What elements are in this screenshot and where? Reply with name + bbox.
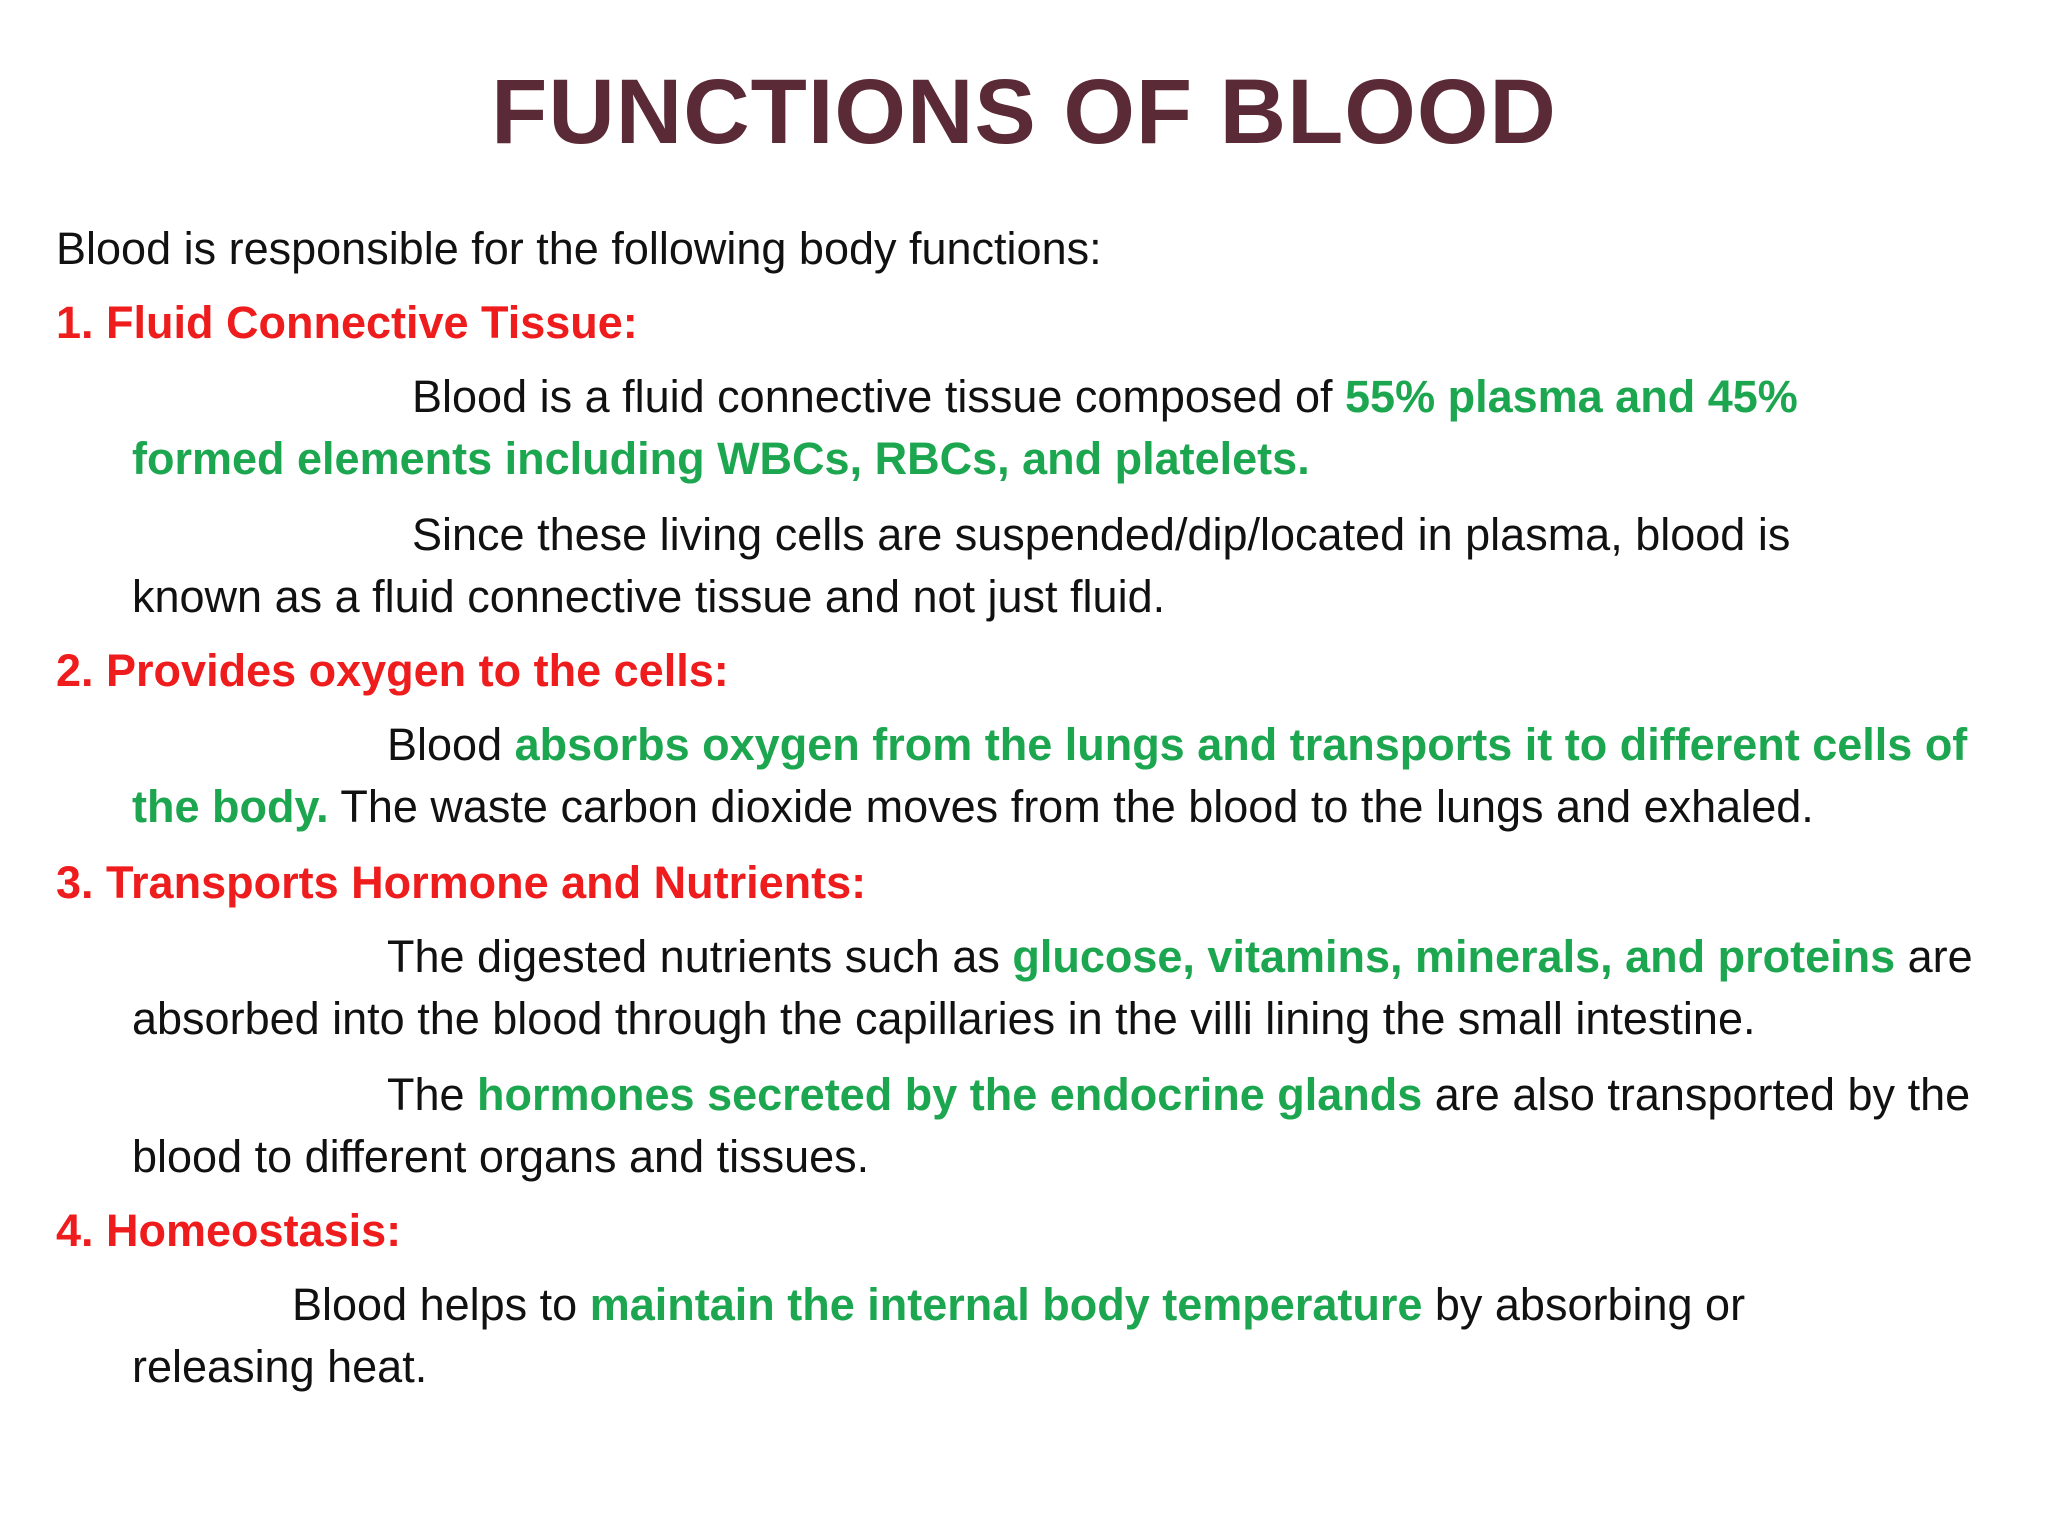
page-title: FUNCTIONS OF BLOOD [491, 61, 1557, 163]
highlight-text: glucose, vitamins, minerals, and proteins [1012, 931, 1896, 982]
body-text: Blood helps to [292, 1279, 590, 1330]
highlight-text: 55% plasma and 45% [1345, 371, 1798, 422]
section-heading-provides-oxygen: 2. Provides oxygen to the cells: [56, 645, 729, 696]
section-4-paragraph-1 [132, 1274, 2012, 1398]
paragraph-line: Since these living cells are suspended/dip/located in plasma, blood is [412, 509, 1791, 560]
body-text: are also transported by the [1422, 1069, 1971, 1120]
paragraph-line [132, 428, 2012, 490]
highlight-text: formed elements including WBCs, RBCs, and platelets. [132, 433, 1310, 484]
paragraph-line [132, 714, 2012, 776]
section-1-paragraph-1 [132, 366, 2012, 490]
body-text: The [387, 1069, 478, 1120]
body-text: The digested nutrients such as [387, 931, 1013, 982]
body-text: by absorbing or [1422, 1279, 1746, 1330]
paragraph-line [132, 366, 2012, 428]
paragraph-line: releasing heat. [132, 1341, 428, 1392]
paragraph-line: known as a fluid connective tissue and not just fluid. [132, 571, 1166, 622]
highlight-text: maintain the internal body temperature [589, 1279, 1423, 1330]
highlight-text: the body. [132, 781, 329, 832]
section-1-paragraph-2 [132, 504, 2012, 628]
section-2-paragraph-1 [132, 714, 2012, 838]
body-text: Blood is a fluid connective tissue composed of [412, 371, 1346, 422]
highlight-text: hormones secreted by the endocrine glands [477, 1069, 1423, 1120]
highlight-text: absorbs oxygen from the lungs and transports it to different cells of [514, 719, 1968, 770]
paragraph-line [132, 926, 2012, 988]
intro-text: Blood is responsible for the following body functions: [56, 223, 1102, 274]
section-heading-transports-hormone-nutrients: 3. Transports Hormone and Nutrients: [56, 857, 867, 908]
section-heading-fluid-connective-tissue: 1. Fluid Connective Tissue: [56, 297, 638, 348]
section-heading-homeostasis: 4. Homeostasis: [56, 1205, 402, 1256]
section-3-paragraph-2 [132, 1064, 2012, 1188]
body-text: are [1895, 931, 1973, 982]
paragraph-line: blood to different organs and tissues. [132, 1131, 870, 1182]
body-text: Blood [387, 719, 515, 770]
section-3-paragraph-1 [132, 926, 2012, 1050]
paragraph-line: absorbed into the blood through the capillaries in the villi lining the small intestine. [132, 993, 1756, 1044]
paragraph-line [132, 776, 2012, 838]
body-text: The waste carbon dioxide moves from the blood to the lungs and exhaled. [328, 781, 1814, 832]
paragraph-line [132, 1274, 2012, 1336]
paragraph-line [132, 1064, 2012, 1126]
